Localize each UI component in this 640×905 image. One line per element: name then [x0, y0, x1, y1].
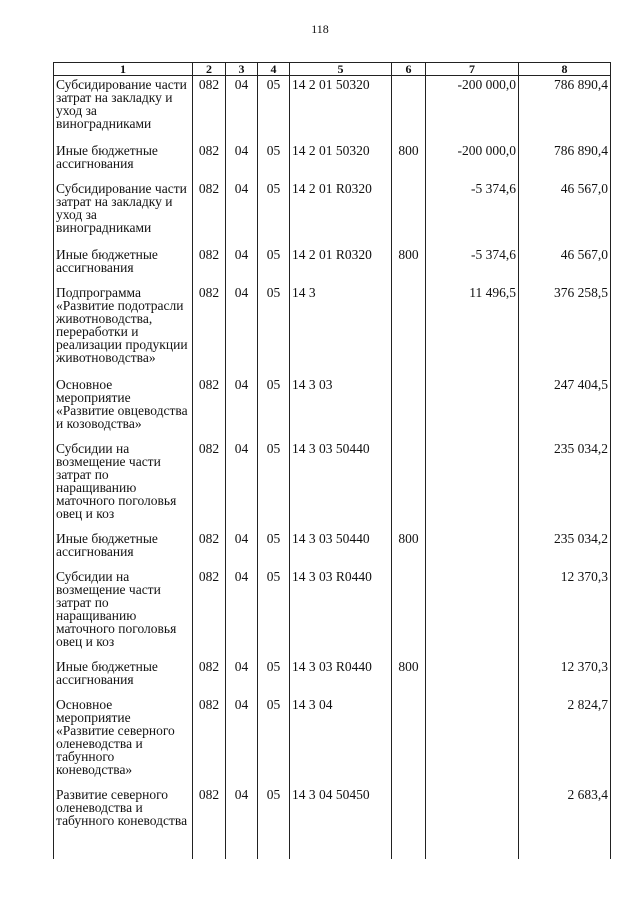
target-item-code: 14 2 01 R0320	[290, 180, 392, 246]
subsection-code: 05	[258, 376, 290, 440]
page-number: 118	[311, 22, 329, 36]
empty-cell	[519, 827, 611, 859]
item-name: Субсидирование части затрат на закладку и уход за виноградниками	[54, 180, 193, 246]
table-filler-row	[54, 827, 611, 859]
table-row	[54, 440, 611, 530]
subsection-code: 05	[258, 658, 290, 696]
item-name: Основное мероприятие «Развитие северного оленеводства и табунного коневодства»	[54, 696, 193, 786]
total-amount: 247 404,5	[519, 376, 611, 440]
empty-cell	[426, 827, 519, 859]
change-amount	[426, 530, 519, 568]
table-row	[54, 530, 611, 568]
expense-type-code: 800	[392, 658, 426, 696]
subsection-code: 05	[258, 786, 290, 827]
total-amount: 235 034,2	[519, 530, 611, 568]
target-item-code: 14 3 04 50450	[290, 786, 392, 827]
table-body	[54, 76, 611, 860]
expense-type-code	[392, 568, 426, 658]
expense-type-code	[392, 696, 426, 786]
column-header-3: 3	[226, 63, 258, 76]
admin-code: 082	[193, 658, 226, 696]
subsection-code: 05	[258, 246, 290, 284]
total-amount: 376 258,5	[519, 284, 611, 376]
change-amount: 11 496,5	[426, 284, 519, 376]
expense-type-code	[392, 76, 426, 143]
total-amount: 2 824,7	[519, 696, 611, 786]
table-row	[54, 180, 611, 246]
empty-cell	[392, 827, 426, 859]
subsection-code: 05	[258, 440, 290, 530]
target-item-code: 14 2 01 50320	[290, 76, 392, 143]
column-header-6: 6	[392, 63, 426, 76]
change-amount: -200 000,0	[426, 142, 519, 180]
subsection-code: 05	[258, 530, 290, 568]
empty-cell	[290, 827, 392, 859]
target-item-code: 14 3 03 50440	[290, 440, 392, 530]
table-row	[54, 786, 611, 827]
change-amount	[426, 568, 519, 658]
item-name: Иные бюджетные ассигнования	[54, 658, 193, 696]
total-amount: 12 370,3	[519, 568, 611, 658]
item-name: Развитие северного оленеводства и табунного коневодства	[54, 786, 193, 827]
section-code: 04	[226, 568, 258, 658]
target-item-code: 14 2 01 R0320	[290, 246, 392, 284]
admin-code: 082	[193, 440, 226, 530]
target-item-code: 14 3 03 50440	[290, 530, 392, 568]
change-amount	[426, 658, 519, 696]
expense-type-code	[392, 284, 426, 376]
section-code: 04	[226, 376, 258, 440]
admin-code: 082	[193, 376, 226, 440]
subsection-code: 05	[258, 696, 290, 786]
expense-type-code	[392, 786, 426, 827]
section-code: 04	[226, 658, 258, 696]
subsection-code: 05	[258, 142, 290, 180]
change-amount: -5 374,6	[426, 180, 519, 246]
section-code: 04	[226, 246, 258, 284]
section-code: 04	[226, 440, 258, 530]
table-row	[54, 246, 611, 284]
target-item-code: 14 3 03 R0440	[290, 658, 392, 696]
subsection-code: 05	[258, 568, 290, 658]
total-amount: 2 683,4	[519, 786, 611, 827]
admin-code: 082	[193, 76, 226, 143]
total-amount: 12 370,3	[519, 658, 611, 696]
table-row	[54, 76, 611, 143]
admin-code: 082	[193, 284, 226, 376]
admin-code: 082	[193, 696, 226, 786]
item-name: Иные бюджетные ассигнования	[54, 142, 193, 180]
item-name: Субсидирование части затрат на закладку и уход за виноградниками	[54, 76, 193, 143]
column-header-8: 8	[519, 63, 611, 76]
expense-type-code: 800	[392, 246, 426, 284]
item-name: Подпрограмма «Развитие подотрасли животноводства, переработки и реализации продукции животноводства»	[54, 284, 193, 376]
item-name: Субсидии на возмещение части затрат по наращиванию маточного поголовья овец и коз	[54, 440, 193, 530]
expense-type-code	[392, 376, 426, 440]
subsection-code: 05	[258, 180, 290, 246]
item-name: Субсидии на возмещение части затрат по наращиванию маточного поголовья овец и коз	[54, 568, 193, 658]
change-amount	[426, 696, 519, 786]
empty-cell	[54, 827, 193, 859]
item-name: Основное мероприятие «Развитие овцеводства и козоводства»	[54, 376, 193, 440]
target-item-code: 14 2 01 50320	[290, 142, 392, 180]
subsection-code: 05	[258, 76, 290, 143]
admin-code: 082	[193, 142, 226, 180]
column-header-7: 7	[426, 63, 519, 76]
table-row	[54, 658, 611, 696]
target-item-code: 14 3	[290, 284, 392, 376]
admin-code: 082	[193, 786, 226, 827]
section-code: 04	[226, 696, 258, 786]
empty-cell	[193, 827, 226, 859]
target-item-code: 14 3 03 R0440	[290, 568, 392, 658]
table-row	[54, 376, 611, 440]
section-code: 04	[226, 180, 258, 246]
change-amount	[426, 786, 519, 827]
section-code: 04	[226, 786, 258, 827]
subsection-code: 05	[258, 284, 290, 376]
total-amount: 235 034,2	[519, 440, 611, 530]
item-name: Иные бюджетные ассигнования	[54, 530, 193, 568]
total-amount: 786 890,4	[519, 142, 611, 180]
admin-code: 082	[193, 530, 226, 568]
target-item-code: 14 3 03	[290, 376, 392, 440]
column-header-5: 5	[290, 63, 392, 76]
change-amount	[426, 376, 519, 440]
empty-cell	[258, 827, 290, 859]
column-header-4: 4	[258, 63, 290, 76]
total-amount: 786 890,4	[519, 76, 611, 143]
column-header-2: 2	[193, 63, 226, 76]
section-code: 04	[226, 284, 258, 376]
table-row	[54, 284, 611, 376]
change-amount: -5 374,6	[426, 246, 519, 284]
section-code: 04	[226, 76, 258, 143]
budget-table	[53, 62, 611, 859]
admin-code: 082	[193, 180, 226, 246]
total-amount: 46 567,0	[519, 246, 611, 284]
header-row	[54, 63, 611, 76]
column-header-1: 1	[54, 63, 193, 76]
table-row	[54, 696, 611, 786]
target-item-code: 14 3 04	[290, 696, 392, 786]
change-amount: -200 000,0	[426, 76, 519, 143]
section-code: 04	[226, 530, 258, 568]
expense-type-code	[392, 180, 426, 246]
expense-type-code: 800	[392, 530, 426, 568]
change-amount	[426, 440, 519, 530]
item-name: Иные бюджетные ассигнования	[54, 246, 193, 284]
admin-code: 082	[193, 568, 226, 658]
empty-cell	[226, 827, 258, 859]
section-code: 04	[226, 142, 258, 180]
total-amount: 46 567,0	[519, 180, 611, 246]
admin-code: 082	[193, 246, 226, 284]
expense-type-code	[392, 440, 426, 530]
table-row	[54, 568, 611, 658]
expense-type-code: 800	[392, 142, 426, 180]
table-row	[54, 142, 611, 180]
